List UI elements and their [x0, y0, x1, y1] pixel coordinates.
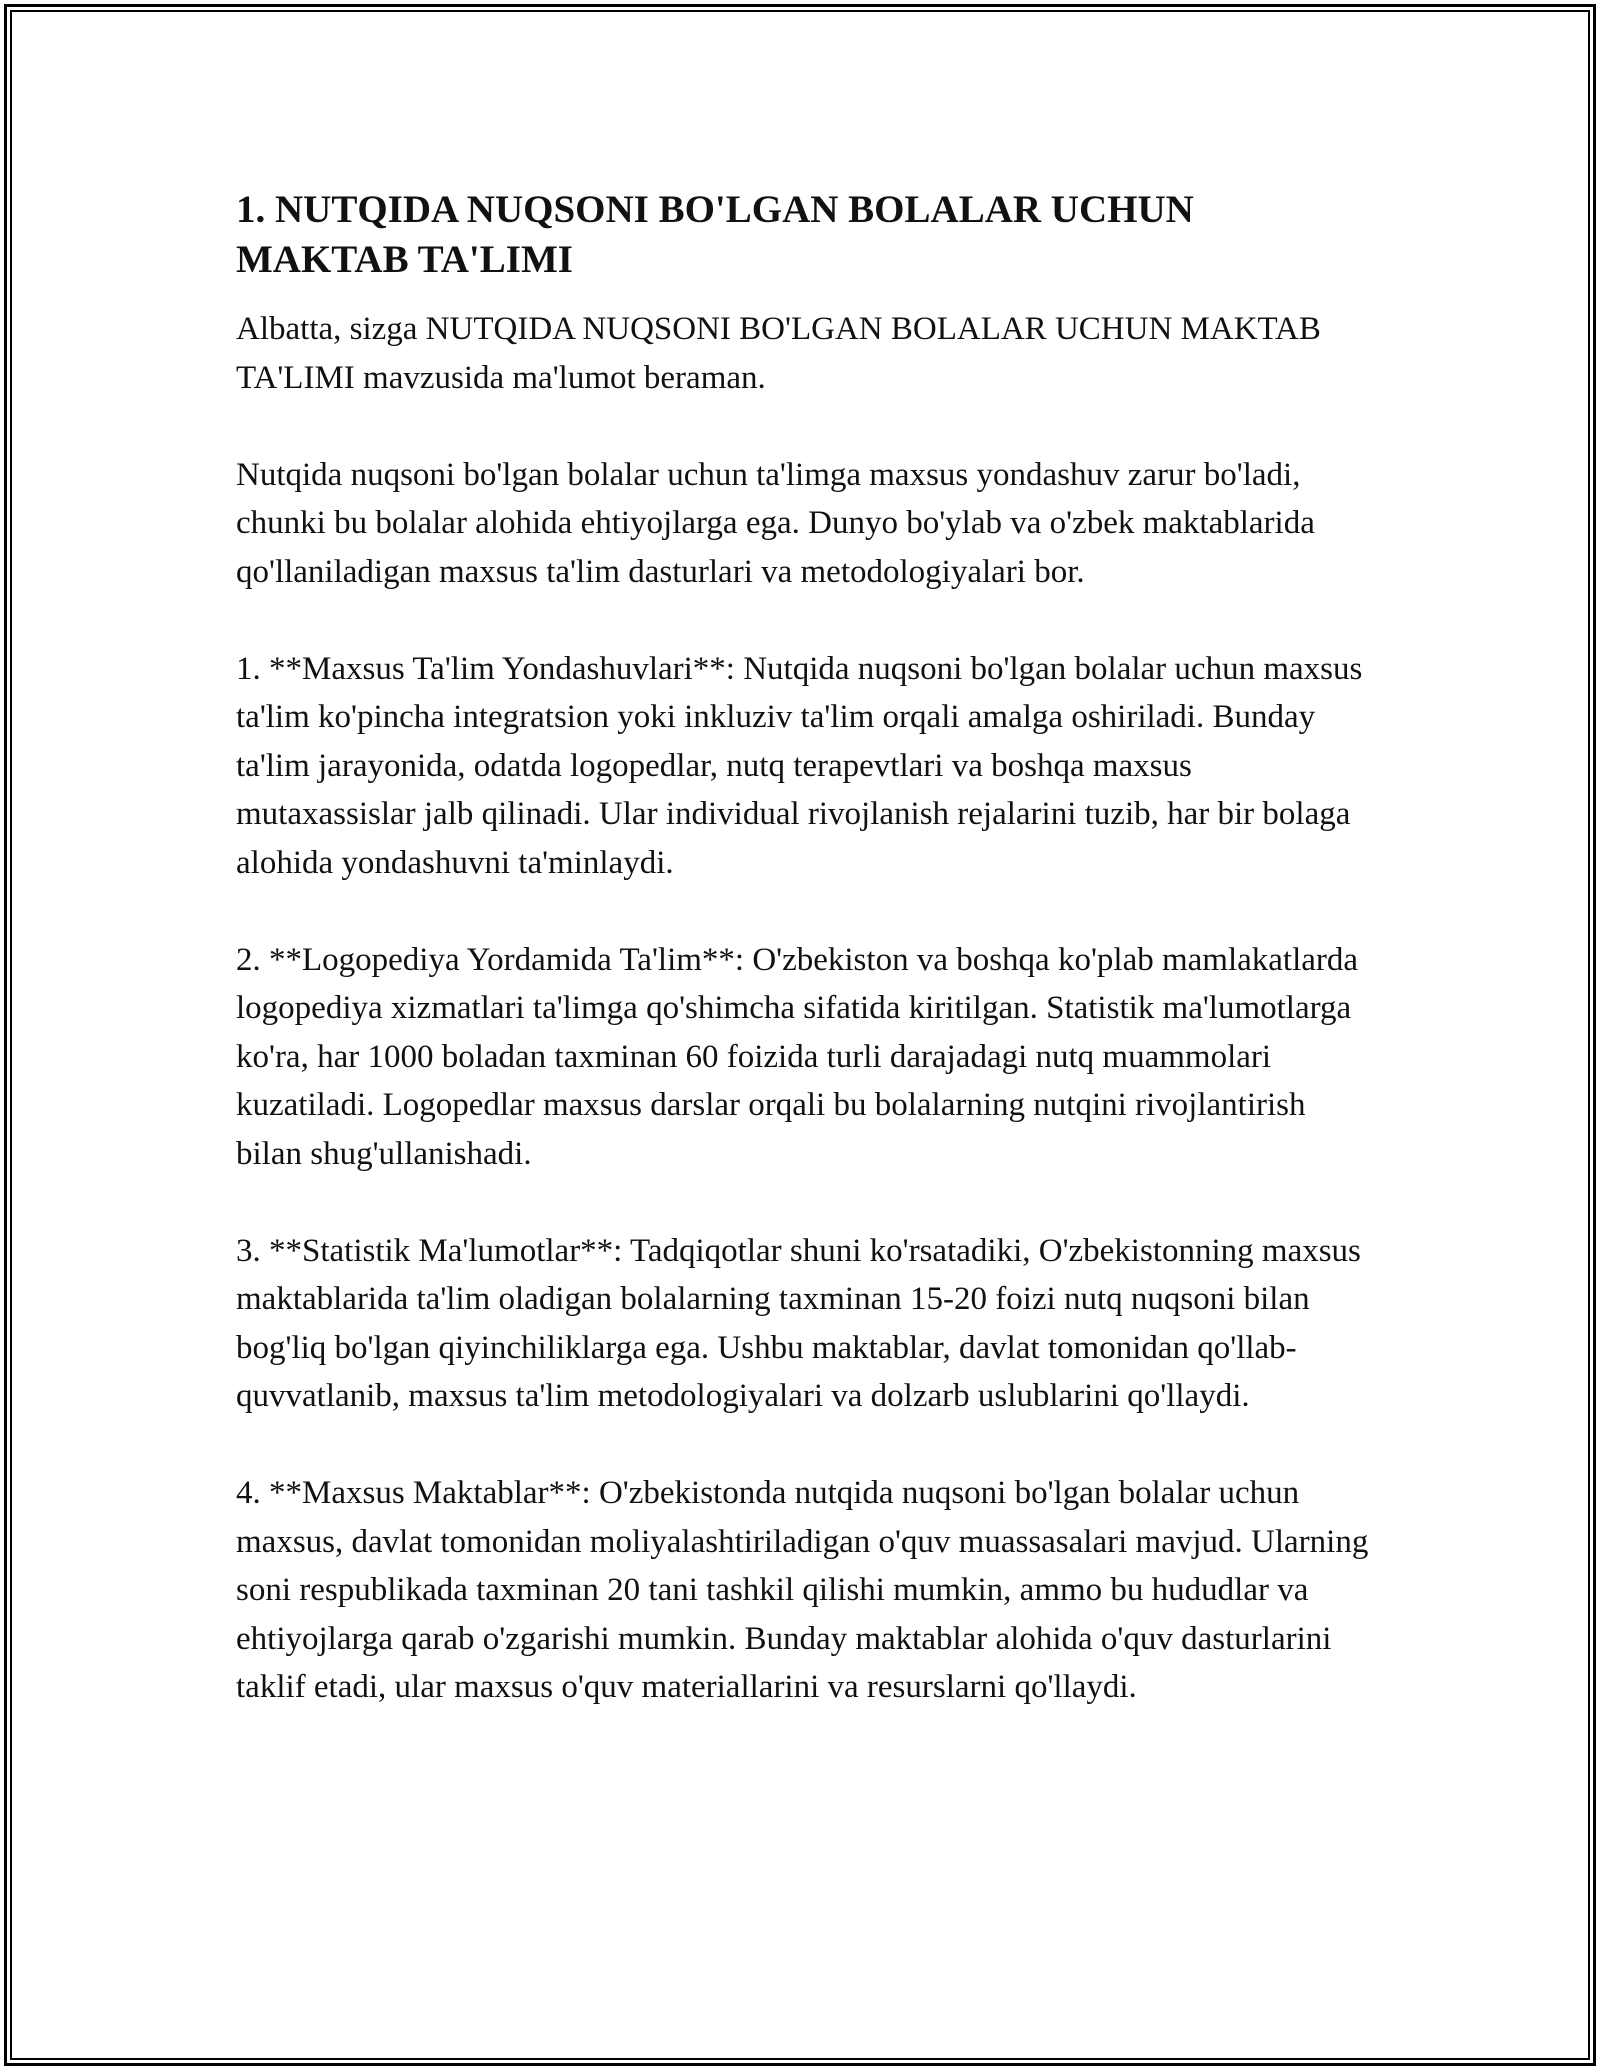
paragraph-point-4: 4. **Maxsus Maktablar**: O'zbekistonda nutqida nuqsoni bo'lgan bolalar uchun maxsus, davlat tomonidan moliyalashtiriladigan o'quv muassasalari mavjud. Ularning soni respublikada taxminan 20 tani tashkil qilishi mumkin, ammo bu hududlar va ehtiyojlarga qarab o'zgarishi mumkin. Bunday maktablar alohida o'quv dasturlarini taklif etadi, ular maxsus o'quv materiallarini va resurslarni qo'llaydi.	[236, 1475, 1369, 1705]
document-body	[236, 185, 1376, 1712]
paragraph-point-1: 1. **Maxsus Ta'lim Yondashuvlari**: Nutqida nuqsoni bo'lgan bolalar uchun maxsus ta'lim ko'pincha integratsion yoki inkluziv ta'lim orqali amalga oshiriladi. Bunday ta'lim jarayonida, odatda logopedlar, nutq terapevtlari va boshqa maxsus mutaxassislar jalb qilinadi. Ular individual rivojlanish rejalarini tuzib, har bir bolaga alohida yondashuvni ta'minlaydi.	[236, 650, 1363, 881]
paragraph-intro: Albatta, sizga NUTQIDA NUQSONI BO'LGAN BOLALAR UCHUN MAKTAB TA'LIMI mavzusida ma'lumot beraman.	[236, 311, 1321, 396]
paragraph-point-2: 2. **Logopediya Yordamida Ta'lim**: O'zbekiston va boshqa ko'plab mamlakatlarda logopediya xizmatlari ta'limga qo'shimcha sifatida kiritilgan. Statistik ma'lumotlarga ko'ra, har 1000 boladan taxminan 60 foizida turli darajadagi nutq muammolari kuzatiladi. Logopedlar maxsus darslar orqali bu bolalarning nutqini rivojlantirish bilan shug'ullanishadi.	[236, 941, 1359, 1172]
document-title: 1. NUTQIDA NUQSONI BO'LGAN BOLALAR UCHUN MAKTAB TA'LIMI	[236, 188, 1194, 281]
paragraph-point-3: 3. **Statistik Ma'lumotlar**: Tadqiqotlar shuni ko'rsatadiki, O'zbekistonning maxsus maktablarida ta'lim oladigan bolalarning taxminan 15-20 foizi nutq nuqsoni bilan bog'liq bo'lgan qiyinchiliklarga ega. Ushbu maktablar, davlat tomonidan qo'llab-quvvatlanib, maxsus ta'lim metodologiyalari va dolzarb uslublarini qo'llaydi.	[236, 1232, 1361, 1414]
paragraph-overview: Nutqida nuqsoni bo'lgan bolalar uchun ta'limga maxsus yondashuv zarur bo'ladi, chunki bu bolalar alohida ehtiyojlarga ega. Dunyo bo'ylab va o'zbek maktablarida qo'llaniladigan maxsus ta'lim dasturlari va metodologiyalari bor.	[236, 456, 1315, 590]
